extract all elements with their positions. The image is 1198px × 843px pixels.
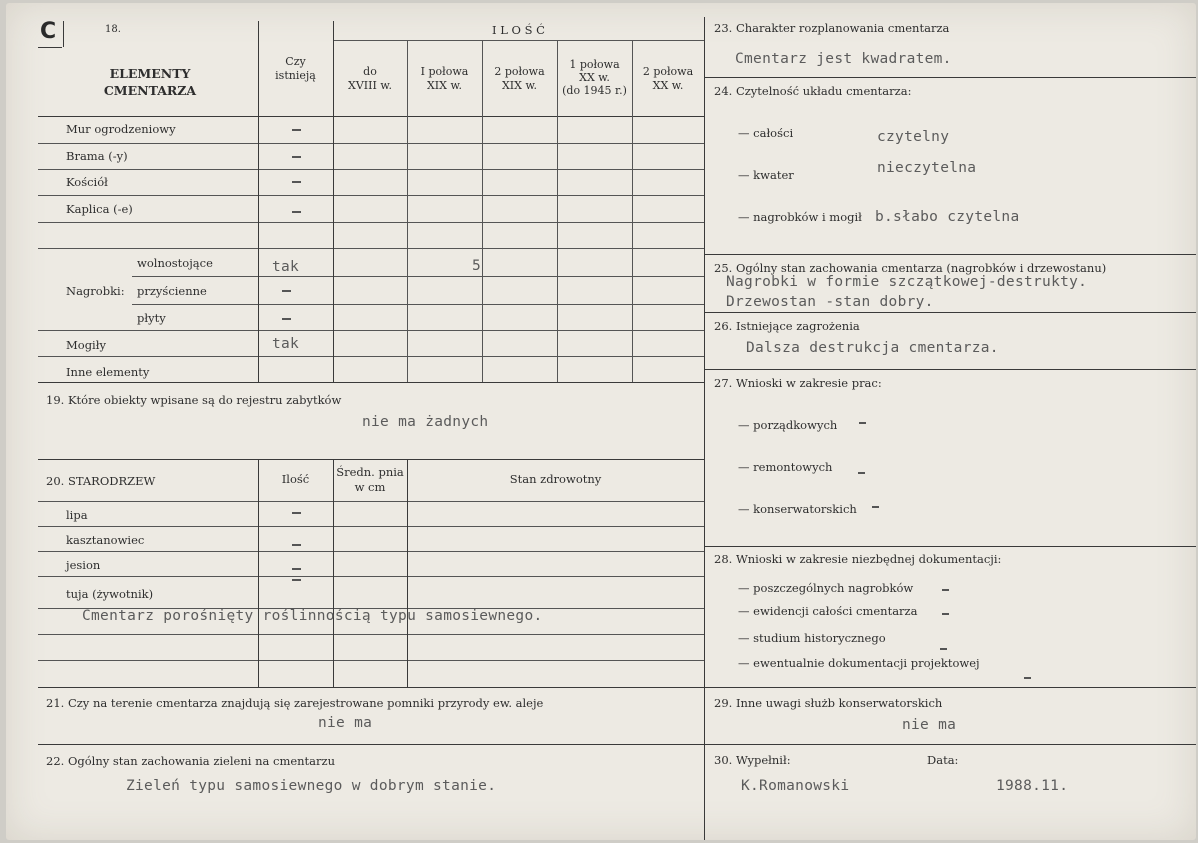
section-line-20	[38, 459, 704, 460]
s24-item-value: b.słabo czytelna	[875, 209, 1020, 225]
tree-name: lipa	[66, 508, 88, 522]
section-number: 18.	[105, 24, 121, 35]
period-header: I połowa XIX w.	[420, 65, 469, 92]
letter-sideline	[63, 21, 64, 47]
s21-answer: nie ma	[318, 715, 373, 731]
s23-label: 23. Charakter rozplanowania cmentarza	[714, 21, 950, 35]
section-line-24	[704, 77, 1196, 78]
page-divider	[704, 17, 705, 840]
value-dash	[292, 156, 301, 158]
grid-line	[333, 40, 704, 41]
s30-name: K.Romanowski	[741, 778, 850, 794]
row-label-przyscienne: przyścienne	[137, 284, 207, 298]
s25-label: 25. Ogólny stan zachowania cmentarza (nagrobków i drzewostanu)	[714, 261, 1107, 275]
value-dash	[940, 648, 947, 650]
czy-istnieja-header: Czy istnieją	[275, 55, 316, 82]
s27-item-label: — konserwatorskich	[738, 502, 857, 516]
grid-line	[38, 169, 704, 170]
s24-item-label: — całości	[738, 126, 794, 140]
grid-line	[38, 660, 704, 661]
s24-label: 24. Czytelność układu cmentarza:	[714, 84, 912, 98]
value-dash	[872, 506, 879, 508]
s23-answer: Cmentarz jest kwadratem.	[735, 51, 952, 67]
s24-item-value: nieczytelna	[877, 160, 977, 176]
s29-answer: nie ma	[902, 717, 957, 733]
value-dash	[858, 472, 865, 474]
s28-label: 28. Wnioski w zakresie niezbędnej dokumentacji:	[714, 552, 1002, 566]
row-label-inne: Inne elementy	[66, 365, 150, 379]
section-line-26	[704, 312, 1196, 313]
grid-line	[38, 526, 704, 527]
value-dash	[292, 568, 301, 570]
row-label-kaplica: Kaplica (-e)	[66, 202, 133, 216]
grid-line	[132, 304, 704, 305]
section-letter: C	[40, 19, 57, 44]
grid-line	[38, 501, 704, 502]
value-dash	[942, 613, 949, 615]
row-label-mur: Mur ogrodzeniowy	[66, 122, 176, 136]
s28-item-label: — studium historycznego	[738, 631, 886, 645]
s19-answer: nie ma żadnych	[362, 414, 489, 430]
count-wolnostojace: 5	[472, 258, 482, 274]
tree-name: jesion	[66, 558, 101, 572]
value-dash	[942, 589, 949, 591]
grid-line	[38, 634, 704, 635]
section-line-25	[704, 254, 1196, 255]
s20-col-ilosc: Ilość	[281, 472, 310, 486]
section-line-22	[38, 744, 1196, 745]
s27-item-label: — porządkowych	[738, 418, 838, 432]
s22-label: 22. Ogólny stan zachowania zieleni na cmentarzu	[46, 754, 335, 768]
value-dash	[292, 544, 301, 546]
value-dash	[292, 579, 301, 581]
grid-line	[38, 576, 704, 577]
grid-col	[407, 459, 408, 687]
section-line-19	[38, 382, 704, 383]
period-header: 2 połowa XX w.	[642, 65, 694, 92]
value-wolnostojace: tak	[272, 259, 300, 275]
s22-answer: Zieleń typu samosiewnego w dobrym stanie.	[126, 778, 497, 794]
value-dash	[292, 512, 301, 514]
s20-note: Cmentarz porośnięty roślinnością typu samosiewnego.	[82, 608, 543, 624]
grid-line	[38, 116, 704, 117]
inventory-card	[6, 3, 1196, 840]
period-header: do XVIII w.	[348, 65, 392, 92]
s28-item-label: — poszczególnych nagrobków	[738, 581, 914, 595]
s20-col-stan: Stan zdrowotny	[509, 472, 602, 486]
section-line-28	[704, 546, 1196, 547]
tree-name: tuja (żywotnik)	[66, 587, 154, 601]
grid-line	[38, 551, 704, 552]
ilosc-header: I L O Ś Ć	[492, 23, 545, 37]
s25-line2: Drzewostan -stan dobry.	[726, 294, 934, 310]
row-label-kosciol: Kościół	[66, 175, 108, 189]
row-label-mogily: Mogiły	[66, 338, 106, 352]
tree-name: kasztanowiec	[66, 533, 145, 547]
value-mogily: tak	[272, 336, 300, 352]
s28-item-label: — ewentualnie dokumentacji projektowej	[738, 656, 980, 670]
s30-date-label: Data:	[927, 753, 959, 767]
s26-answer: Dalsza destrukcja cmentarza.	[746, 340, 999, 356]
grid-line	[38, 330, 704, 331]
s21-label: 21. Czy na terenie cmentarza znajdują się zarejestrowane pomniki przyrody ew. aleje	[46, 696, 544, 710]
grid-line	[132, 276, 704, 277]
grid-line	[38, 248, 704, 249]
grid-col	[258, 459, 259, 687]
row-label-plyty: płyty	[137, 311, 166, 325]
s26-label: 26. Istniejące zagrożenia	[714, 319, 860, 333]
grid-line	[38, 195, 704, 196]
s30-date: 1988.11.	[996, 778, 1069, 794]
section-line-21	[38, 687, 1196, 688]
s28-item-label: — ewidencji całości cmentarza	[738, 604, 918, 618]
s19-label: 19. Które obiekty wpisane są do rejestru zabytków	[46, 393, 342, 407]
value-dash	[282, 290, 291, 292]
period-header: 2 połowa XIX w.	[494, 65, 545, 92]
value-dash	[282, 318, 291, 320]
s24-item-label: — kwater	[738, 168, 794, 182]
s27-item-label: — remontowych	[738, 460, 833, 474]
grid-line	[38, 143, 704, 144]
s24-item-value: czytelny	[877, 129, 950, 145]
s30-label: 30. Wypełnił:	[714, 753, 791, 767]
value-dash	[1024, 677, 1031, 679]
grid-line	[38, 356, 704, 357]
value-dash	[292, 129, 301, 131]
grid-line	[38, 222, 704, 223]
section-line-27	[704, 369, 1196, 370]
s25-line1: Nagrobki w formie szczątkowej-destrukty.	[726, 274, 1088, 290]
value-dash	[292, 211, 301, 213]
letter-underline	[38, 47, 62, 48]
s27-label: 27. Wnioski w zakresie prac:	[714, 376, 882, 390]
s20-col-sredn: Średn. pnia w cm	[336, 465, 404, 494]
s24-item-label: — nagrobków i mogił	[738, 210, 862, 224]
s20-label: 20. STARODRZEW	[46, 474, 156, 488]
value-dash	[292, 181, 301, 183]
row-label-wolnostojace: wolnostojące	[137, 256, 213, 270]
s29-label: 29. Inne uwagi służb konserwatorskich	[714, 696, 943, 710]
value-dash	[859, 422, 866, 424]
elements-title: ELEMENTY CMENTARZA	[103, 66, 197, 98]
nagrobki-label: Nagrobki:	[66, 284, 125, 298]
period-header: 1 połowa XX w. (do 1945 r.)	[562, 58, 627, 97]
row-label-brama: Brama (-y)	[66, 149, 128, 163]
